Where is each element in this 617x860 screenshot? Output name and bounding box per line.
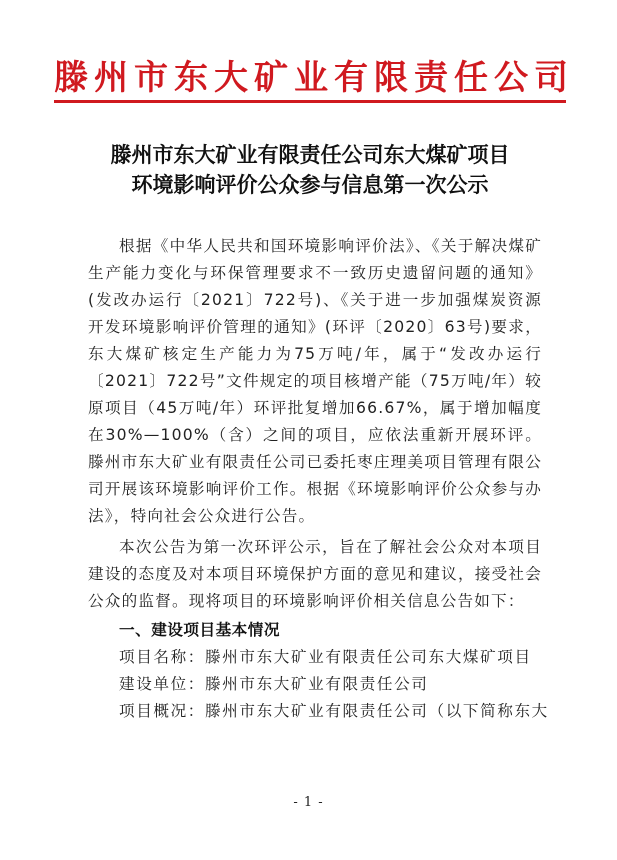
document-title-line-2: 环境影响评价公众参与信息第一次公示 <box>131 173 489 197</box>
page-number: - 1 - <box>293 795 324 810</box>
field-project-name <box>88 644 542 671</box>
field-value: 滕州市东大矿业有限责任公司（以下简称东大 <box>204 702 549 720</box>
paragraph-purpose: 本次公告为第一次环评公示，旨在了解社会公众对本项目建设的态度及对本项目环境保护方面的意见和建议，接受社会公众的监督。现将项目的环境影响评价相关信息公告如下： <box>88 538 542 610</box>
field-label: 项目概况： <box>119 702 205 720</box>
document-body <box>88 233 549 725</box>
field-label: 项目名称： <box>119 648 205 666</box>
section-heading-project-basics: 一、建设项目基本情况 <box>119 621 280 639</box>
field-construction-unit <box>88 671 542 698</box>
document-title <box>70 140 550 200</box>
letterhead-red-rule <box>54 100 566 103</box>
document-title-line-1: 滕州市东大矿业有限责任公司东大煤矿项目 <box>110 143 510 167</box>
field-value: 滕州市东大矿业有限责任公司 <box>204 675 429 693</box>
field-project-overview <box>88 698 549 725</box>
field-label: 建设单位： <box>119 675 205 693</box>
paragraph-legal-basis: 根据《中华人民共和国环境影响评价法》、《关于解决煤矿生产能力变化与环保管理要求不一致历史遗留问题的通知》(发改办运行〔2021〕722号)、《关于进一步加强煤炭资源开发环境影响评价管理的通知》(环评〔2020〕63号)要求，东大煤矿核定生产能力为75万吨/年，属于“发改办运行〔2021〕722号”文件规定的项目核增产能（75万吨/年）较原项目（45万吨/年）环评批复增加66.67%，属于增加幅度在30%—100%（含）之间的项目，应依法重新开展环评。滕州市东大矿业有限责任公司已委托枣庄理美项目管理有限公司开展该环境影响评价工作。根据《环境影响评价公众参与办法》，特向社会公众进行公告。 <box>88 237 542 525</box>
field-value: 滕州市东大矿业有限责任公司东大煤矿项目 <box>204 648 532 666</box>
letterhead-company-name: 滕州市东大矿业有限责任公司 <box>54 58 574 98</box>
